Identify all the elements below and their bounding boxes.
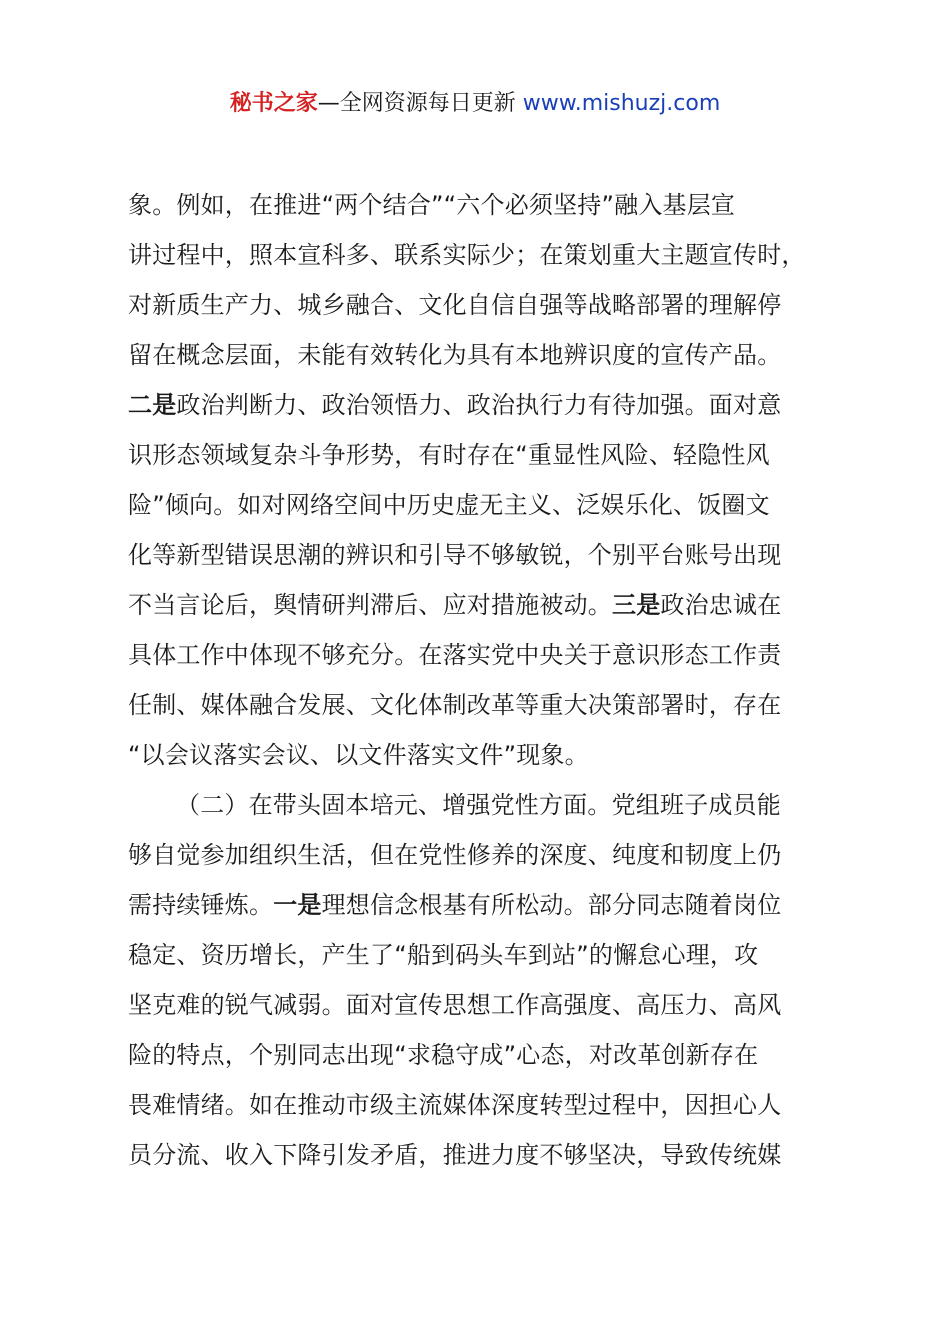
text-segment: 象。例如，在推进“两个结合”“六个必须坚持”融入基层宣 (128, 191, 736, 219)
text-segment: 理想信念根基有所松动。部分同志随着岗位 (321, 891, 782, 919)
text-segment: 对新质生产力、城乡融合、文化自信自强等战略部署的理解停 (128, 291, 782, 319)
text-segment: 化等新型错误思潮的辨识和引导不够敏锐，个别平台账号出现 (128, 541, 782, 569)
text-line (128, 230, 828, 280)
text-line (128, 1080, 828, 1130)
text-line (128, 680, 828, 730)
text-line (128, 730, 828, 780)
text-segment: 坚克难的锐气减弱。面对宣传思想工作高强度、高压力、高风 (128, 991, 782, 1019)
text-line (128, 430, 828, 480)
text-segment: 员分流、收入下降引发矛盾，推进力度不够坚决，导致传统媒 (128, 1141, 782, 1169)
site-url-link[interactable]: www.mishuzj.com (522, 91, 721, 116)
text-line (128, 630, 828, 680)
text-segment: 任制、媒体融合发展、文化体制改革等重大决策部署时，存在 (128, 691, 782, 719)
text-line (128, 980, 828, 1030)
site-brand: 秘书之家 (229, 91, 318, 116)
bold-lead-phrase: 一是 (273, 891, 322, 919)
text-line (128, 180, 828, 230)
text-line (128, 580, 828, 630)
text-segment: 稳定、资历增长，产生了“船到码头车到站”的懈怠心理，攻 (128, 941, 759, 969)
bold-lead-phrase: 三是 (612, 591, 661, 619)
text-segment: 畏难情绪。如在推动市级主流媒体深度转型过程中，因担心人 (128, 1091, 782, 1119)
text-line (128, 380, 828, 430)
document-body (128, 180, 828, 1180)
text-segment: 不当言论后，舆情研判滞后、应对措施被动。 (128, 591, 612, 619)
text-segment: 讲过程中，照本宣科多、联系实际少；在策划重大主题宣传时， (128, 241, 806, 269)
text-line (128, 930, 828, 980)
text-line (128, 480, 828, 530)
text-line (128, 880, 828, 930)
text-segment: 政治判断力、政治领悟力、政治执行力有待加强。面对意 (176, 391, 782, 419)
text-segment: 需持续锤炼。 (128, 891, 274, 919)
text-line (128, 530, 828, 580)
text-segment: 政治忠诚在 (660, 591, 782, 619)
text-line (128, 1030, 828, 1080)
text-line (128, 830, 828, 880)
text-line (128, 780, 828, 830)
text-segment: （二）在带头固本培元、增强党性方面。党组班子成员能 (176, 791, 781, 819)
text-segment: 险”倾向。如对网络空间中历史虚无主义、泛娱乐化、饭圈文 (128, 491, 770, 519)
text-segment: 具体工作中体现不够充分。在落实党中央关于意识形态工作责 (128, 641, 782, 669)
text-segment: 险的特点，个别同志出现“求稳守成”心态，对改革创新存在 (128, 1041, 759, 1069)
site-header (0, 86, 950, 122)
bold-lead-phrase: 二是 (128, 391, 177, 419)
text-line (128, 330, 828, 380)
text-line (128, 280, 828, 330)
text-segment: 留在概念层面，未能有效转化为具有本地辨识度的宣传产品。 (128, 341, 782, 369)
text-segment: “以会议落实会议、以文件落实文件”现象。 (128, 741, 589, 769)
text-segment: 够自觉参加组织生活，但在党性修养的深度、纯度和韧度上仍 (128, 841, 782, 869)
site-tagline: —全网资源每日更新 (317, 91, 523, 116)
text-segment: 识形态领域复杂斗争形势，有时存在“重显性风险、轻隐性风 (128, 441, 770, 469)
text-line (128, 1130, 828, 1180)
